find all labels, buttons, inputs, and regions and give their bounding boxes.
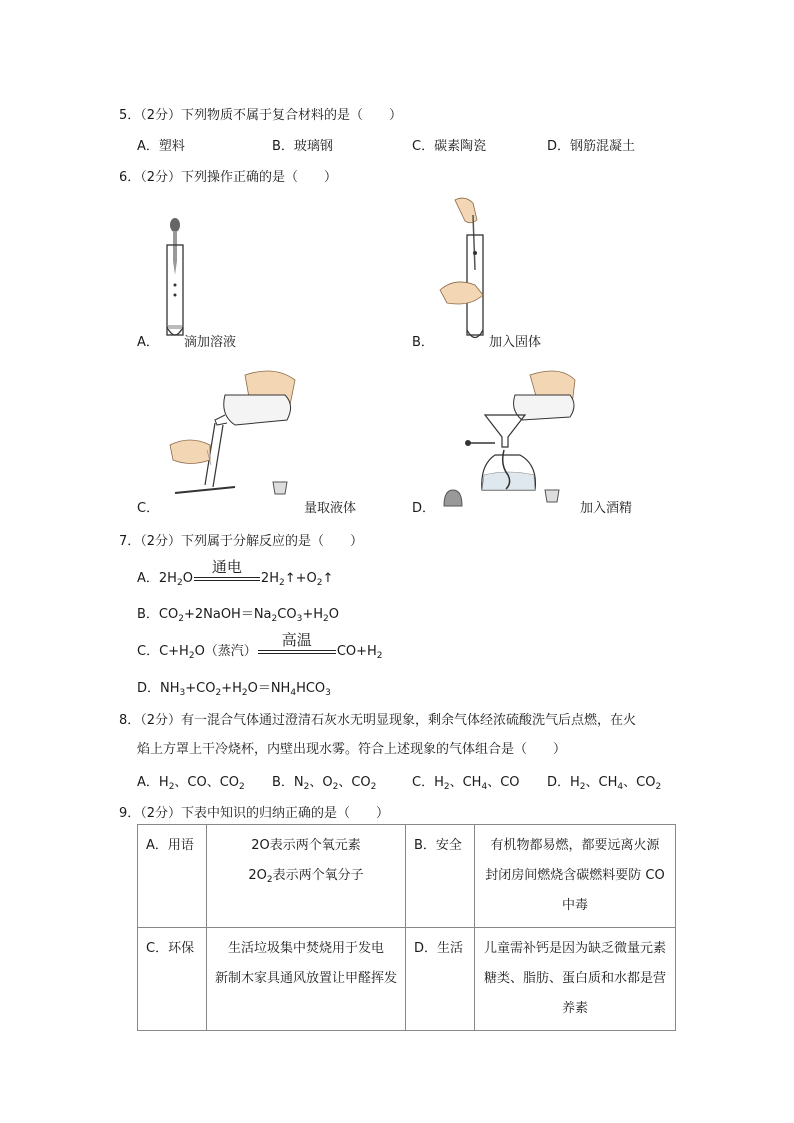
- stopper-icon: [270, 480, 290, 496]
- q7-option-a: A．$2H_2O$ 通电 $2H_2↑+O_2↑$: [137, 557, 334, 588]
- q6-option-c-letter: C．: [137, 501, 160, 516]
- q7-d-label: D．: [137, 681, 161, 696]
- cell-b-line2: 封闭房间燃烧含碳燃料要防 CO: [485, 868, 665, 883]
- q8-a-label: A．: [137, 775, 159, 790]
- q6-option-a-caption: 滴加溶液: [184, 335, 237, 350]
- q8-line1: 8．（2分）有一混合气体通过澄清石灰水无明显现象，剩余气体经浓硫酸洗气后点燃，在火: [119, 713, 637, 728]
- q8-b-label: B．: [272, 775, 294, 790]
- q7-b-label: B．: [137, 607, 159, 622]
- condition-text-a: 通电: [211, 557, 242, 576]
- knowledge-table: [137, 824, 676, 1031]
- cell-a-content: [207, 825, 406, 928]
- q8-line2: 焰上方罩上干冷烧杯，内壁出现水雾。符合上述现象的气体组合是（ ）: [137, 742, 567, 757]
- q8-option-d: D．$H_2$、$CH_4$、$CO_2$: [547, 775, 662, 792]
- q5-option-c: C．碳素陶瓷: [412, 139, 487, 154]
- q6-option-d-caption: 加入酒精: [580, 501, 633, 516]
- cell-a-line1: 2O表示两个氧元素: [251, 838, 361, 853]
- q9-stem: 9．（2分）下表中知识的归纳正确的是（ ）: [119, 806, 390, 821]
- q7-a-label: A．: [137, 571, 159, 586]
- lamp-cap-icon: [442, 488, 464, 508]
- q5-option-b: B．玻璃钢: [272, 139, 333, 154]
- cell-c-line2: 新制木家具通风放置让甲醛挥发: [214, 971, 397, 986]
- cell-d-content: [475, 928, 676, 1031]
- q7-option-b: B．$CO_2+2NaOH=Na_2CO_3+H_2O$: [137, 607, 339, 624]
- q5-option-a: A．塑料: [137, 139, 185, 154]
- dropper-test-tube-illustration: [150, 215, 200, 345]
- q5-stem: 5．（2分）下列物质不属于复合材料的是（ ）: [119, 108, 403, 123]
- stopper-icon-d: [543, 488, 561, 504]
- q7-c-steam: （蒸汽）: [204, 644, 257, 659]
- cell-d-line2: 糖类、脂肪、蛋白质和水都是营: [483, 971, 666, 986]
- condition-arrow-c: [258, 630, 336, 660]
- cell-b-line1: 有机物都易燃，都要远离火源: [490, 838, 660, 853]
- q8-option-a: A．$H_2$、CO、$CO_2$: [137, 775, 245, 792]
- q7-option-d: D．$NH_3+CO_2+H_2O=NH_4HCO_3$: [137, 681, 331, 698]
- q7-option-c: C．$C+H_2O$（蒸汽） 高温 $CO+H_2$: [137, 630, 383, 661]
- cell-c-content: [207, 928, 406, 1031]
- cell-c-line1: 生活垃圾集中焚烧用于发电: [227, 941, 384, 956]
- cell-c-head: C．环保: [138, 928, 207, 1031]
- q5-option-d: D．钢筋混凝土: [547, 139, 636, 154]
- q6-option-b-letter: B．: [412, 335, 434, 350]
- alcohol-lamp-illustration: [460, 365, 590, 510]
- q8-d-label: D．: [547, 775, 571, 790]
- q8-option-c: C．$H_2$、$CH_4$、CO: [412, 775, 520, 792]
- q6-option-d-letter: D．: [412, 501, 436, 516]
- condition-text-c: 高温: [281, 630, 312, 649]
- condition-arrow-a: [194, 557, 260, 587]
- q6-option-b-caption: 加入固体: [489, 335, 542, 350]
- cell-d-head: D．生活: [406, 928, 475, 1031]
- q6-option-a-letter: A．: [137, 335, 159, 350]
- cell-a-head: A．用语: [138, 825, 207, 928]
- add-solid-illustration: [435, 195, 505, 345]
- table-row: [138, 928, 676, 1031]
- q7-c-label: C．: [137, 644, 160, 659]
- q6-option-c-caption: 量取液体: [304, 501, 357, 516]
- q8-option-b: B．$N_2$、$O_2$、$CO_2$: [272, 775, 377, 792]
- cell-a-line2: $2O_2$表示两个氧分子: [248, 868, 364, 885]
- cell-d-line1: 儿童需补钙是因为缺乏微量元素: [483, 941, 666, 956]
- cell-d-line3: 养素: [561, 1001, 588, 1016]
- q6-stem: 6．（2分）下列操作正确的是（ ）: [119, 170, 338, 185]
- table-row: [138, 825, 676, 928]
- cell-b-content: [475, 825, 676, 928]
- q7-stem: 7．（2分）下列属于分解反应的是（ ）: [119, 534, 364, 549]
- q8-c-label: C．: [412, 775, 435, 790]
- cell-b-line3: 中毒: [561, 898, 588, 913]
- cell-b-head: B．安全: [406, 825, 475, 928]
